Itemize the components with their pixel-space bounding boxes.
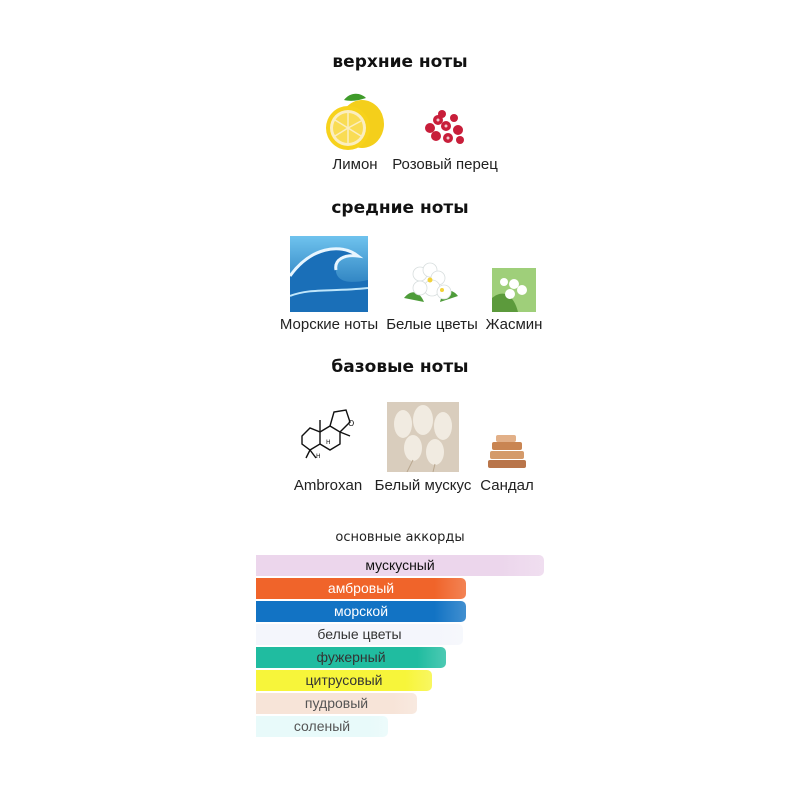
accord-bar: белые цветы bbox=[256, 624, 463, 645]
note-pink-pepper[interactable] bbox=[388, 90, 502, 180]
accord-bar: пудровый bbox=[256, 693, 417, 714]
middle-notes-title: средние ноты bbox=[331, 198, 469, 218]
accord-bar: мускусный bbox=[256, 555, 544, 576]
top-notes-title: верхние ноты bbox=[332, 52, 468, 72]
note-white-musk[interactable] bbox=[370, 400, 476, 500]
note-label: Лимон bbox=[332, 156, 378, 173]
note-label: Жасмин bbox=[485, 316, 543, 333]
lemon-icon bbox=[322, 92, 386, 152]
note-label: Сандал bbox=[480, 477, 534, 494]
note-label: Белый мускус bbox=[374, 477, 472, 494]
accord-bar: цитрусовый bbox=[256, 670, 432, 691]
jasmine-icon bbox=[492, 268, 536, 312]
note-label: Белые цветы bbox=[386, 316, 478, 333]
note-label: Морские ноты bbox=[279, 316, 379, 333]
note-sandalwood[interactable] bbox=[476, 400, 538, 500]
accords-title: основные аккорды bbox=[335, 530, 465, 545]
accord-bar: морской bbox=[256, 601, 466, 622]
pink-pepper-icon bbox=[420, 108, 468, 148]
accord-bar: фужерный bbox=[256, 647, 446, 668]
note-jasmine[interactable] bbox=[482, 236, 546, 336]
ambroxan-molecule-icon bbox=[296, 402, 362, 468]
sea-wave-icon bbox=[290, 236, 368, 312]
base-notes-title: базовые ноты bbox=[331, 357, 469, 377]
note-label: Розовый перец bbox=[392, 156, 498, 173]
accord-bar: соленый bbox=[256, 716, 388, 737]
note-ambroxan[interactable] bbox=[290, 400, 366, 500]
white-musk-icon bbox=[387, 402, 459, 472]
svg-text:H: H bbox=[326, 439, 331, 446]
note-lemon[interactable] bbox=[322, 90, 388, 180]
svg-text:H: H bbox=[316, 453, 321, 460]
sandalwood-icon bbox=[484, 434, 528, 472]
svg-text:O: O bbox=[348, 419, 355, 428]
accord-bar: амбровый bbox=[256, 578, 466, 599]
note-sea[interactable] bbox=[276, 236, 382, 336]
note-label: Ambroxan bbox=[293, 477, 363, 494]
white-flowers-icon bbox=[402, 258, 460, 312]
note-white-flowers[interactable] bbox=[382, 236, 482, 336]
